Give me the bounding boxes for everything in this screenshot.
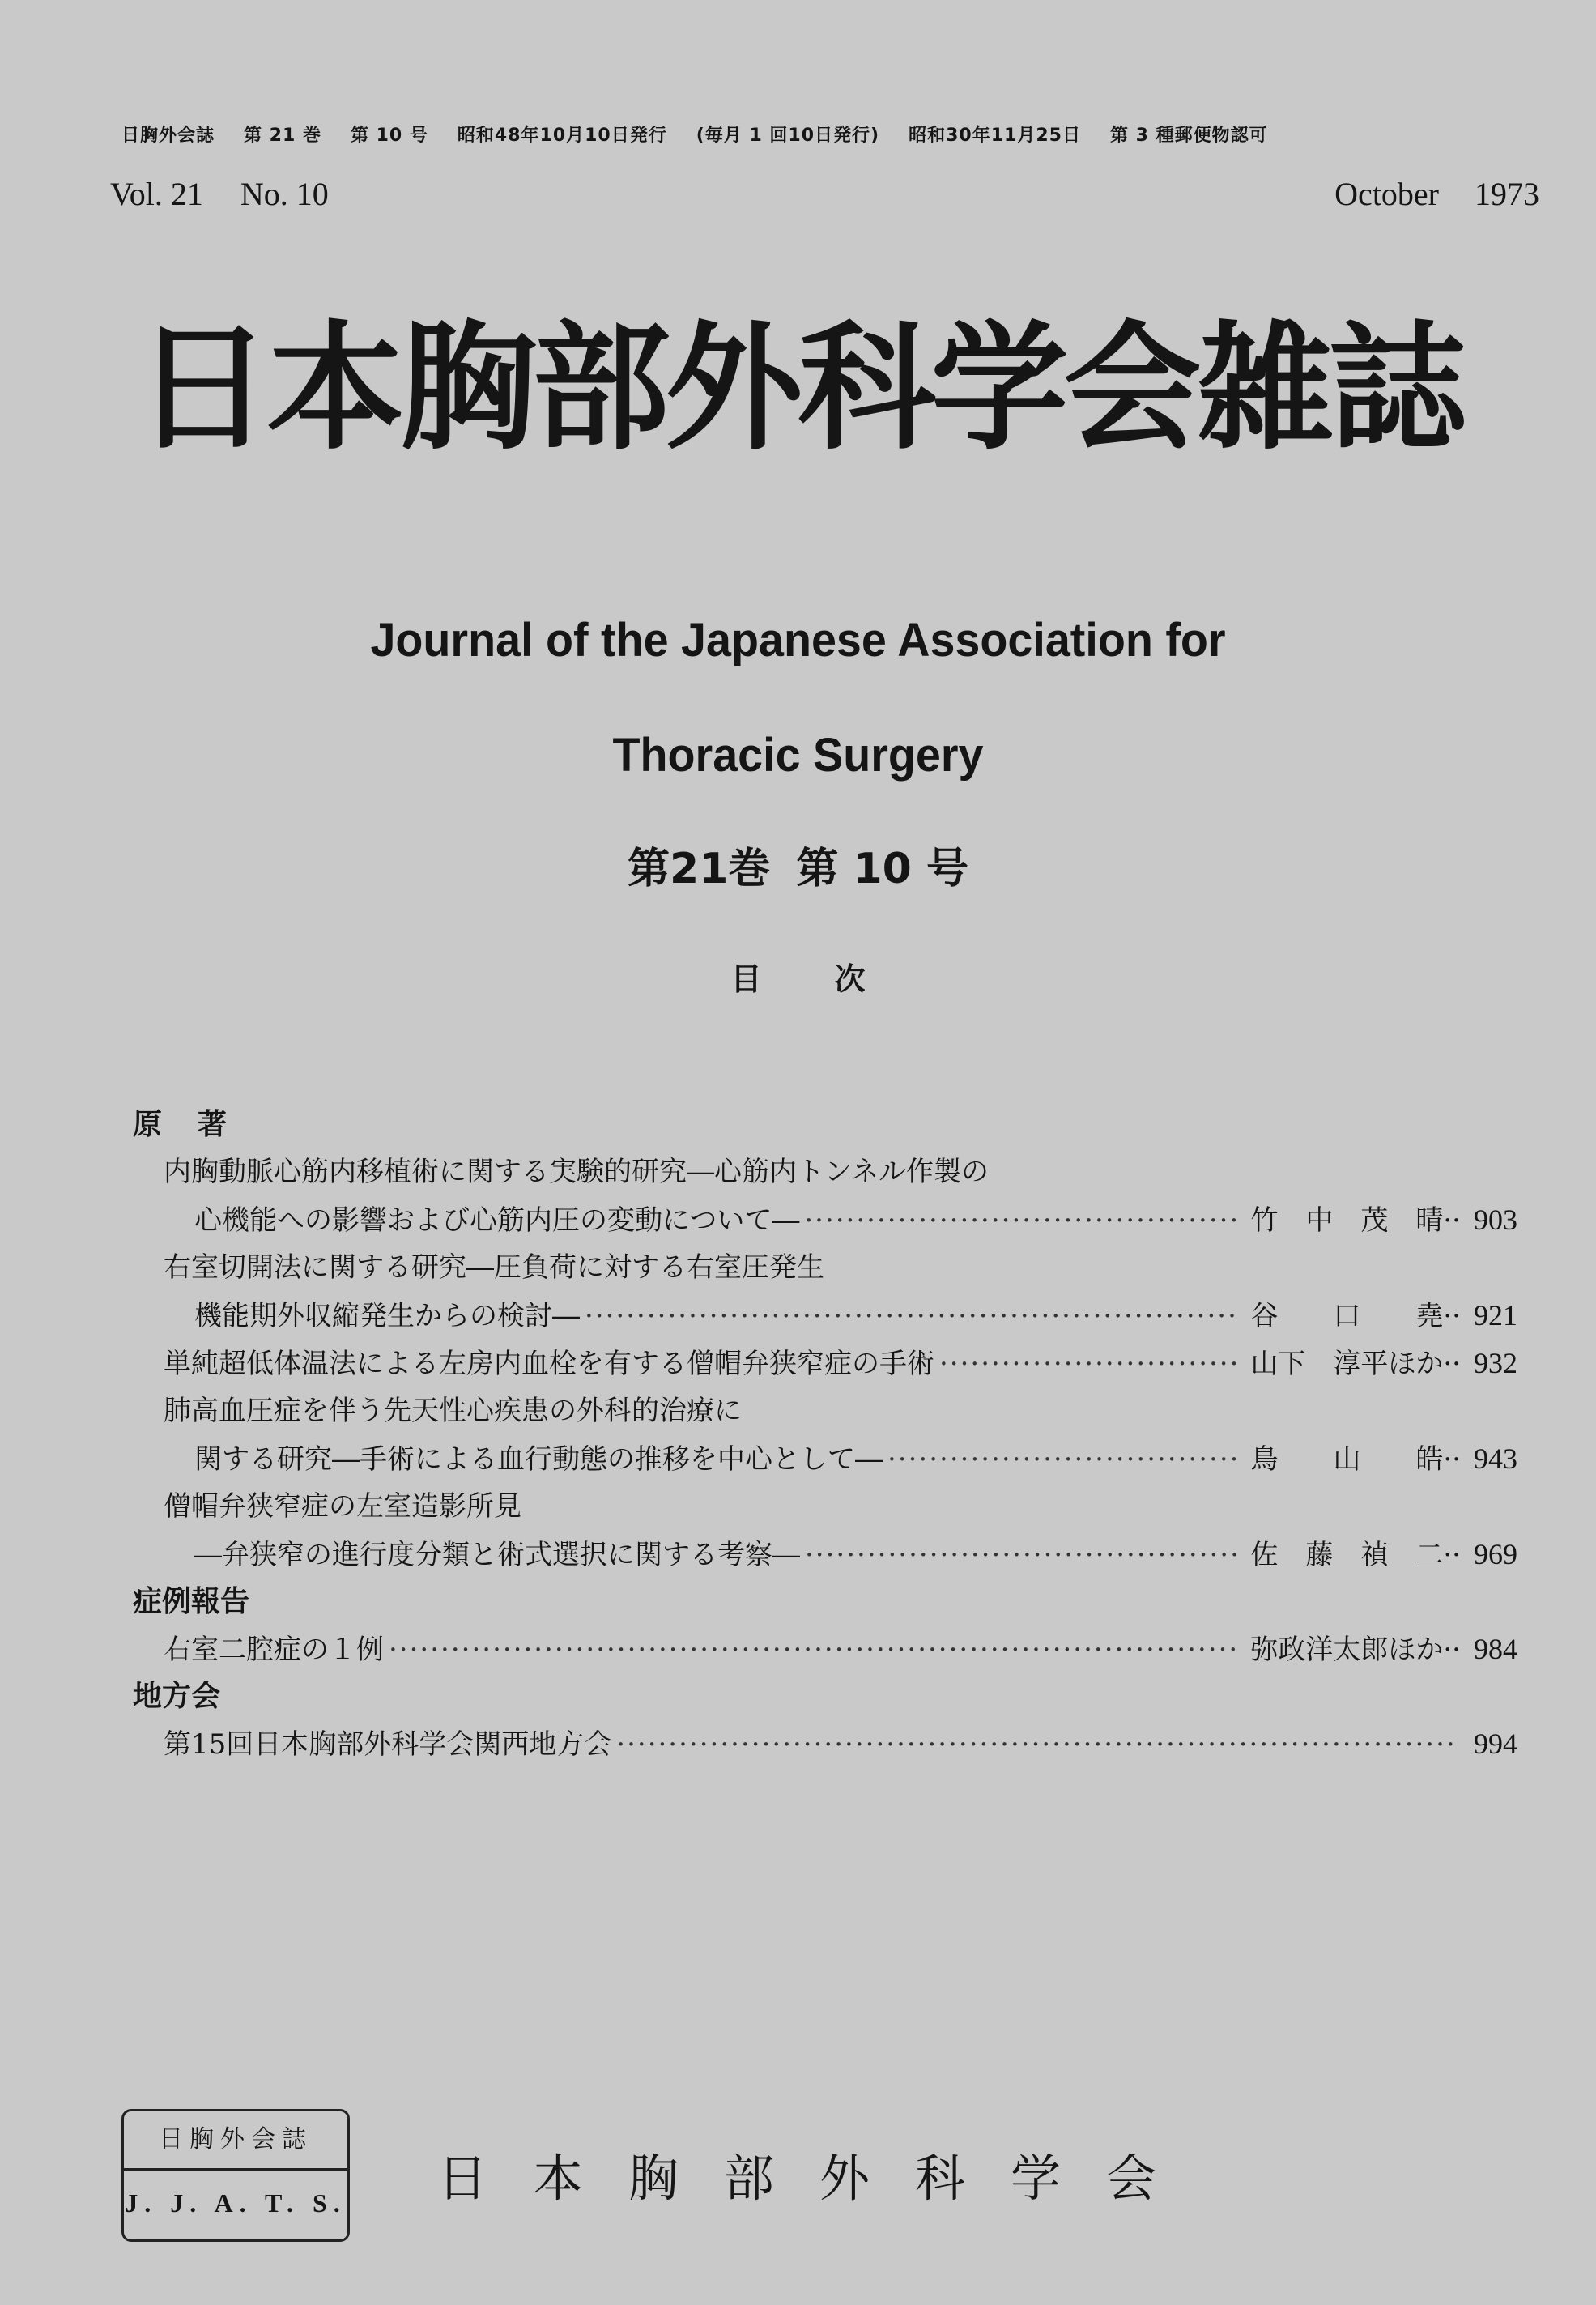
abbreviation-box <box>121 2109 350 2242</box>
toc-entry-line <box>133 1148 1517 1196</box>
author-dots: ·· <box>1443 1539 1461 1571</box>
toc-author: 山下 淳平ほか <box>1250 1348 1444 1380</box>
meta-permit-date: 昭和30年11月25日 <box>909 126 1081 146</box>
toc-title: ―弁狭窄の進行度分類と術式選択に関する考察― <box>194 1539 800 1571</box>
toc-author: 谷 口 堯 <box>1250 1300 1444 1332</box>
author-dots: ·· <box>1443 1348 1461 1380</box>
author-dots: ·· <box>1443 1204 1461 1237</box>
toc-entry <box>133 1292 1517 1340</box>
toc-entry-line <box>133 1483 1517 1531</box>
society-name: 日本胸部外科学会 <box>437 2149 1202 2208</box>
issue-label <box>0 834 1596 895</box>
leader-dots <box>389 1626 1236 1674</box>
journal-title-english-line1: Journal of the Japanese Association for <box>370 614 1226 667</box>
leader-dots <box>805 1532 1236 1579</box>
toc-title: 関する研究―手術による血行動態の推移を中心として― <box>194 1443 883 1476</box>
toc-title: 機能期外収縮発生からの検討― <box>194 1300 580 1332</box>
toc-entry <box>133 1340 1517 1387</box>
author-dots: ·· <box>1443 1634 1461 1666</box>
issue-volume-jp: 第21巻 <box>628 845 771 893</box>
toc-entry <box>133 1531 1517 1579</box>
number-label: No. 10 <box>240 176 329 212</box>
journal-title-english-line2: Thoracic Surgery <box>612 729 984 782</box>
issue-number-jp: 第 10 号 <box>796 845 968 893</box>
toc-page: 932 <box>1474 1347 1517 1379</box>
toc-entry-line <box>133 1387 1517 1435</box>
section-regional-meeting: 地方会 <box>133 1680 221 1713</box>
toc-author: 佐 藤 禎 二 <box>1250 1539 1444 1571</box>
issue-month: October <box>1334 176 1439 212</box>
toc-title: 右室切開法に関する研究―圧負荷に対する右室圧発生 <box>164 1251 824 1284</box>
toc-entry-line <box>133 1244 1517 1292</box>
meta-publish-date: 昭和48年10月10日発行 <box>457 126 667 146</box>
publication-meta-line <box>121 121 1522 147</box>
toc-page: 943 <box>1474 1442 1517 1475</box>
toc-title: 僧帽弁狭窄症の左室造影所見 <box>164 1490 521 1523</box>
toc-title: 右室二腔症の１例 <box>164 1634 384 1666</box>
author-dots: ·· <box>1443 1300 1461 1332</box>
section-case-reports: 症例報告 <box>133 1585 250 1618</box>
meta-mail-permit: 第 3 種郵便物認可 <box>1109 126 1268 146</box>
toc-page: 921 <box>1474 1299 1517 1331</box>
volume-number <box>110 175 366 213</box>
issue-year: 1973 <box>1475 176 1539 212</box>
toc-title: 心機能への影響および心筋内圧の変動について― <box>194 1204 800 1237</box>
toc-title: 内胸動脈心筋内移植術に関する実験的研究―心筋内トンネル作製の <box>164 1156 989 1188</box>
toc-title: 肺高血圧症を伴う先天性心疾患の外科的治療に <box>164 1395 742 1427</box>
journal-title-english <box>32 583 1564 813</box>
meta-frequency: (毎月 1 回10日発行) <box>696 126 880 146</box>
toc-entry <box>133 1435 1517 1483</box>
issue-date <box>1299 175 1539 213</box>
toc-entry <box>133 1196 1517 1244</box>
leader-dots <box>939 1340 1236 1388</box>
leader-dots <box>616 1721 1456 1769</box>
leader-dots <box>585 1293 1236 1340</box>
toc-author: 鳥 山 皓 <box>1250 1443 1444 1476</box>
abbreviation-english: J. J. A. T. S. <box>125 2188 347 2218</box>
journal-title-japanese: 日本胸部外科学会雑誌 <box>134 309 1462 469</box>
author-dots: ·· <box>1443 1443 1461 1476</box>
toc-page: 903 <box>1474 1204 1517 1236</box>
toc-entry <box>133 1625 1517 1673</box>
section-original-articles: 原著 <box>133 1108 263 1141</box>
leader-dots <box>887 1436 1236 1484</box>
toc-page: 984 <box>1474 1633 1517 1665</box>
toc-page: 969 <box>1474 1538 1517 1570</box>
meta-volume: 第 21 巻 <box>244 126 321 146</box>
leader-dots <box>804 1197 1236 1245</box>
toc-title: 単純超低体温法による左房内血栓を有する僧帽弁狭窄症の手術 <box>164 1348 934 1380</box>
table-of-contents <box>133 1101 1517 1768</box>
toc-title: 第15回日本胸部外科学会関西地方会 <box>164 1728 612 1761</box>
abbreviation-japanese: 日胸外会誌 <box>124 2111 347 2171</box>
volume-label: Vol. 21 <box>110 176 203 212</box>
toc-author: 竹 中 茂 晴 <box>1250 1204 1444 1237</box>
toc-page: 994 <box>1474 1728 1517 1760</box>
meta-number: 第 10 号 <box>350 126 428 146</box>
toc-author: 弥政洋太郎ほか <box>1250 1634 1444 1666</box>
meta-abbrev: 日胸外会誌 <box>121 126 215 146</box>
toc-entry <box>133 1720 1517 1768</box>
contents-heading: 目次 <box>730 961 938 997</box>
